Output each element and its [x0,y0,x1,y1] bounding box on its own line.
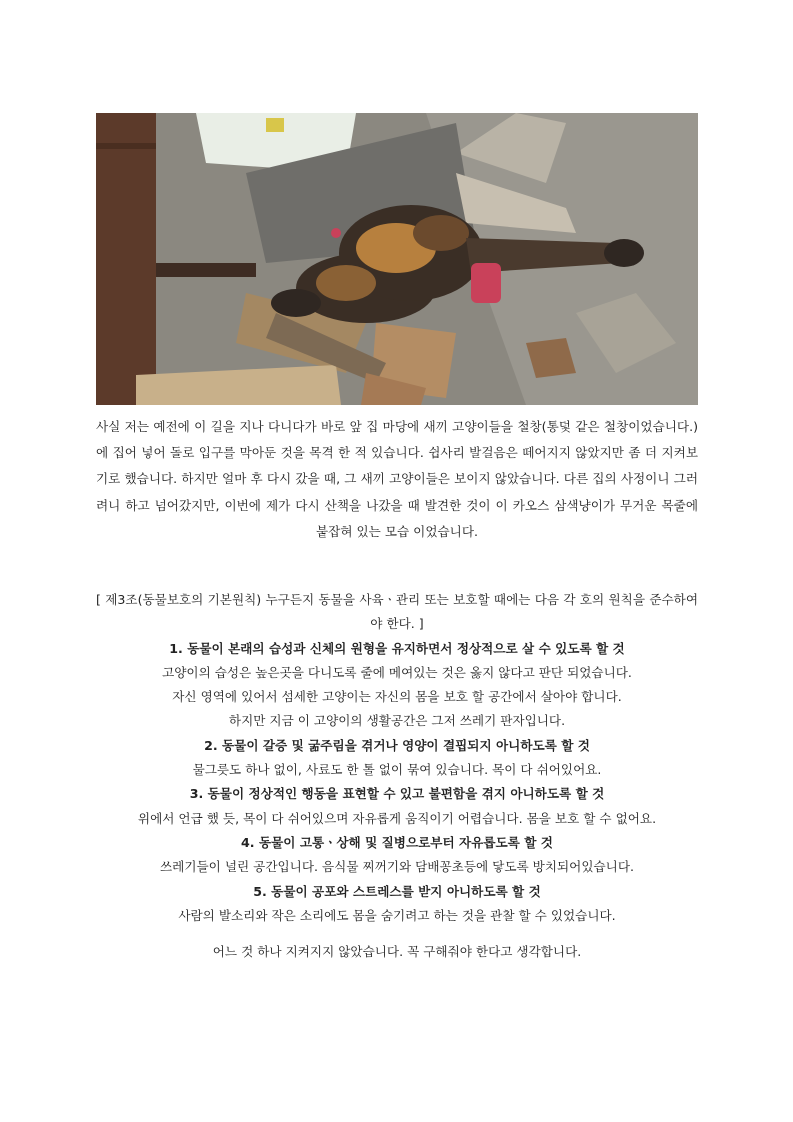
law-item-line: 사람의 발소리와 작은 소리에도 몸을 숨기려고 하는 것을 관찰 할 수 있었습니다. [178,907,616,923]
law-item-line: 하지만 지금 이 고양이의 생활공간은 그저 쓰레기 판자입니다. [228,713,566,729]
closing-statement: 어느 것 하나 지켜지지 않았습니다. 꼭 구해줘야 한다고 생각합니다. [212,944,582,960]
law-item-title: 3. 동물이 정상적인 행동을 표현할 수 있고 불편함을 겪지 아니하도록 할 것 [189,786,605,802]
law-item-title: 1. 동물이 본래의 습성과 신체의 원형을 유지하면서 정상적으로 살 수 있도록 할 것 [169,640,625,656]
law-heading: [ 제3조(동물보호의 기본원칙) 누구든지 동물을 사육ㆍ관리 또는 보호할 때에는 다음 각 호의 원칙을 준수하여야 한다. ] [96,592,698,632]
law-item-line: 쓰레기들이 널린 공간입니다. 음식물 찌꺼기와 담배꽁초등에 닿도록 방치되어있습니다. [160,859,634,875]
law-item-line: 위에서 언급 했 듯, 목이 다 쉬어있으며 자유롭게 움직이기 어렵습니다. 몸을 보호 할 수 없어요. [137,810,657,826]
intro-paragraph [96,414,698,545]
law-item-title: 4. 동물이 고통ㆍ상해 및 질병으로부터 자유롭도록 할 것 [241,834,553,850]
law-item-title: 2. 동물이 갈증 및 굶주림을 겪거나 영양이 결핍되지 아니하도록 할 것 [204,737,590,753]
collar [471,263,501,303]
yellow-label [266,118,284,132]
law-section [96,588,698,964]
cat-photo-illustration [96,113,698,405]
law-item-line: 물그릇도 하나 없이, 사료도 한 톨 없이 묶여 있습니다. 목이 다 쉬어있어요. [192,762,602,778]
law-item-line: 자신 영역에 있어서 섬세한 고양이는 자신의 몸을 보호 할 공간에서 살아야 합니다. [172,689,622,705]
intro-text: 사실 저는 예전에 이 길을 지나 다니다가 바로 앞 집 마당에 새끼 고양이들을 철창(통덫 같은 철창이었습니다.) 에 집어 넣어 돌로 입구를 막아둔 것을 목격 한 적 있습니다. 쉽사리 발걸음은 떼어지지 않았지만 좀 더 지켜보기로 했습니다. 하지만 얼마 후 다시 갔을 때, 그 새끼 고양이들은 보이지 않았습니다. 다른 집의 사정이니 그러려니 하고 넘어갔지만, 이번에 제가 다시 산책을 나갔을 때 발견한 것이 이 카오스 삼색냥이가 무거운 목줄에 붙잡혀 있는 모습 이었습니다. [96,419,698,539]
law-item-title: 5. 동물이 공포와 스트레스를 받지 아니하도록 할 것 [253,883,541,899]
cat-photo [96,113,698,405]
law-item-line: 고양이의 습성은 높은곳을 다니도록 줄에 메여있는 것은 옳지 않다고 판단 되었습니다. [162,664,632,680]
